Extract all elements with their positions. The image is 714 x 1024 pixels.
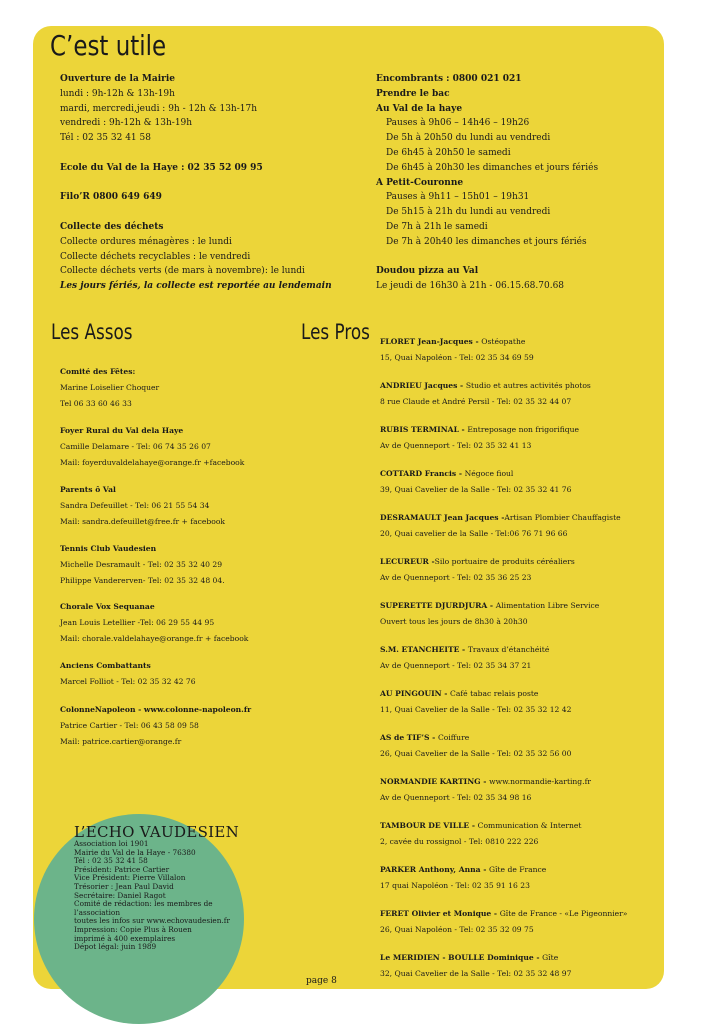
dechets-heading: Collecte des déchets	[60, 221, 164, 232]
pro-desc: Alimentation Libre Service	[495, 601, 600, 610]
pro-address: 26, Quai Cavelier de la Salle - Tel: 02 35 32 56 00	[380, 749, 572, 758]
pro-desc: Gîte	[542, 953, 559, 962]
asso-name: Tennis Club Vaudesien	[60, 544, 157, 553]
pro-item	[380, 423, 579, 452]
val-line: De 5h à 20h50 du lundi au vendredi	[386, 133, 551, 144]
echo-line: Association loi 1901	[74, 839, 149, 848]
pro-desc: Coiffure	[437, 733, 470, 742]
pro-item	[380, 511, 621, 540]
ecole-line: Ecole du Val de la Haye : 02 35 52 09 95	[60, 162, 263, 173]
val-heading: Au Val de la haye	[376, 103, 463, 114]
asso-line: Patrice Cartier - Tel: 06 43 58 09 58	[60, 721, 199, 730]
pro-name: ANDRIEU Jacques -	[380, 381, 466, 390]
encombrants-line: Encombrants : 0800 021 021	[376, 74, 522, 84]
pro-name: AS de TIF’S -	[380, 733, 438, 742]
echo-title: L’ECHO VAUDESIEN	[74, 823, 240, 841]
pro-desc: www.normandie-karting.fr	[489, 777, 592, 786]
asso-item	[60, 365, 159, 410]
asso-line: Mail: chorale.valdelahaye@orange.fr + facebook	[60, 634, 249, 643]
pro-address: 15, Quai Napoléon - Tel: 02 35 34 69 59	[380, 353, 534, 362]
echo-line: Mairie du Val de la Haye - 76380	[74, 847, 196, 857]
pro-address: Av de Quenneport - Tel: 02 35 34 37 21	[380, 661, 532, 670]
asso-line: Camille Delamare - Tel: 06 74 35 26 07	[60, 442, 211, 451]
pro-address: Av de Quenneport - Tel: 02 35 36 25 23	[380, 573, 532, 582]
couronne-line: De 7h à 21h le samedi	[386, 221, 488, 232]
dechets-note: Les jours fériés, la collecte est reportée au lendemain	[60, 281, 332, 292]
pro-address: 11, Quai Cavelier de la Salle - Tel: 02 35 32 12 42	[380, 705, 572, 714]
asso-line: Marcel Folliot - Tel: 02 35 32 42 76	[60, 677, 196, 686]
pro-address: 26, Quai Napoléon - Tel: 02 35 32 09 75	[380, 925, 534, 934]
dechets-line: Collecte déchets verts (de mars à novembre): le lundi	[60, 266, 305, 277]
pro-item	[380, 951, 571, 980]
pro-address: 32, Quai Cavelier de la Salle - Tel: 02 35 32 48 97	[380, 969, 572, 978]
asso-line: Philippe Vandererven- Tel: 02 35 32 48 04.	[60, 576, 225, 585]
val-line: Pauses à 9h06 – 14h46 – 19h26	[386, 118, 530, 129]
pro-name: PARKER Anthony, Anna -	[380, 865, 489, 874]
pro-desc: Négoce fioul	[464, 469, 514, 478]
echo-line: imprimé à 400 exemplaires	[74, 933, 176, 943]
pro-address: 39, Quai Cavelier de la Salle - Tel: 02 35 32 41 76	[380, 485, 572, 494]
asso-item	[60, 483, 225, 528]
pro-desc: Café tabac relais poste	[450, 689, 539, 698]
pro-desc: Entreposage non frigorifique	[467, 425, 580, 434]
pro-item	[380, 599, 599, 628]
pro-name: NORMANDIE KARTING -	[380, 777, 490, 786]
asso-name: Chorale Vox Sequanae	[60, 602, 155, 611]
pro-item	[380, 643, 549, 672]
asso-line: Mail: foyerduvaldelahaye@orange.fr +facebook	[60, 458, 245, 467]
pro-item	[380, 819, 581, 848]
asso-line: Michelle Desramault - Tel: 02 35 32 40 29	[60, 560, 223, 569]
mairie-line: mardi, mercredi,jeudi : 9h - 12h & 13h-17h	[60, 103, 258, 114]
asso-name: Anciens Combattants	[60, 661, 151, 670]
pro-item	[380, 731, 571, 760]
pro-name: FLORET Jean-Jacques -	[380, 337, 482, 346]
pro-name: DESRAMAULT Jean Jacques -	[380, 513, 505, 522]
assos-title: Les Assos	[51, 320, 133, 344]
pro-name: RUBIS TERMINAL -	[380, 425, 468, 434]
couronne-line: De 5h15 à 21h du lundi au vendredi	[386, 207, 551, 218]
couronne-heading: A Petit-Couronne	[376, 177, 464, 188]
pro-name: LECUREUR -	[380, 557, 435, 566]
pizza-heading: Doudou pizza au Val	[376, 266, 479, 277]
pro-address: Ouvert tous les jours de 8h30 à 20h30	[380, 617, 528, 626]
asso-line: Mail: patrice.cartier@orange.fr	[60, 737, 182, 746]
pro-name: COTTARD Francis -	[380, 469, 465, 478]
pro-address: 8 rue Claude et André Persil - Tel: 02 35 32 44 07	[380, 397, 572, 406]
pro-desc: Gîte de France	[489, 865, 547, 874]
asso-name: ColonneNapoleon - www.colonne-napoleon.fr	[60, 705, 252, 714]
mairie-line: vendredi : 9h-12h & 13h-19h	[60, 118, 193, 129]
right-info	[376, 72, 598, 294]
asso-name: Foyer Rural du Val dela Haye	[60, 426, 184, 435]
pro-name: TAMBOUR DE VILLE -	[380, 821, 478, 830]
pro-desc: Studio et autres activités photos	[465, 381, 591, 390]
pro-name: Le MERIDIEN - BOULLE Dominique -	[380, 953, 543, 962]
echo-line: Trésorier : Jean Paul David	[74, 881, 174, 891]
pro-desc: Travaux d’étanchéité	[467, 645, 550, 654]
asso-item	[60, 703, 251, 748]
echo-line: Impression: Copie Plus à Rouen	[74, 924, 192, 934]
echo-info	[74, 825, 239, 952]
asso-line: Tel 06 33 60 46 33	[60, 399, 132, 408]
pro-desc: Communication & Internet	[477, 821, 582, 830]
page-title: C’est utile	[50, 29, 167, 62]
pro-item	[380, 775, 591, 804]
dechets-line: Collecte déchets recyclables : le vendredi	[60, 251, 251, 262]
pro-address: Av de Quenneport - Tel: 02 35 32 41 13	[380, 441, 532, 450]
echo-line: Vice Président: Pierre Villalon	[74, 873, 186, 883]
val-line: De 6h45 à 20h30 les dimanches et jours fériés	[386, 162, 599, 173]
pro-address: 17 quai Napoléon - Tel: 02 35 91 16 23	[380, 881, 530, 890]
asso-line: Jean Louis Letellier -Tel: 06 29 55 44 95	[60, 618, 215, 627]
asso-item	[60, 542, 225, 587]
asso-item	[60, 424, 244, 469]
filor-line: Filo’R 0800 649 649	[60, 192, 162, 203]
asso-item	[60, 600, 248, 645]
mairie-line: lundi : 9h-12h & 13h-19h	[60, 88, 175, 99]
echo-line: toutes les infos sur www.echovaudesien.fr	[74, 916, 230, 926]
left-info	[60, 72, 332, 294]
asso-line: Mail: sandra.defeuillet@free.fr + facebook	[60, 517, 226, 526]
echo-line: Dépot légal: juin 1989	[74, 942, 157, 952]
pro-name: AU PINGOUIN -	[380, 689, 451, 698]
pro-item	[380, 335, 534, 364]
echo-line: Président: Patrice Cartier	[74, 864, 170, 874]
echo-line: Tél : 02 35 32 41 58	[74, 856, 148, 866]
pro-address: Av de Quenneport - Tel: 02 35 34 98 16	[380, 793, 532, 802]
asso-name: Parents ô Val	[60, 485, 116, 494]
pro-item	[380, 687, 571, 716]
pro-item	[380, 379, 591, 408]
pro-item	[380, 467, 571, 496]
echo-line: l’association	[74, 907, 121, 917]
pro-name: FERET Olivier et Monique -	[380, 909, 500, 918]
mairie-heading: Ouverture de la Mairie	[60, 74, 176, 84]
couronne-line: Pauses à 9h11 – 15h01 – 19h31	[386, 192, 530, 203]
pro-desc: Gîte de France - «Le Pigeonnier»	[499, 909, 628, 918]
asso-name: Comité des Fêtes:	[60, 367, 136, 376]
pro-desc: Artisan Plombier Chauffagiste	[504, 513, 621, 522]
pro-address: 20, Quai cavelier de la Salle - Tel:06 76 71 96 66	[380, 529, 568, 538]
page-number: page 8	[306, 976, 337, 986]
echo-line: Secrétaire: Daniel Ragot	[74, 890, 166, 900]
pro-item	[380, 907, 627, 936]
pro-item	[380, 555, 575, 584]
asso-line: Marine Loiselier Choquer	[60, 383, 160, 392]
echo-line: Comité de rédaction: les membres de	[74, 899, 213, 909]
val-line: De 6h45 à 20h50 le samedi	[386, 147, 511, 158]
couronne-line: De 7h à 20h40 les dimanches et jours fériés	[386, 236, 587, 247]
bac-heading: Prendre le bac	[376, 88, 450, 99]
pro-name: SUPERETTE DJURDJURA -	[380, 601, 496, 610]
pro-desc: Silo portuaire de produits céréaliers	[434, 557, 575, 566]
asso-item	[60, 659, 196, 688]
pro-address: 2, cavée du rossignol - Tel: 0810 222 226	[380, 837, 539, 846]
pro-name: S.M. ETANCHEITE -	[380, 645, 468, 654]
asso-line: Sandra Defeuillet - Tel: 06 21 55 54 34	[60, 501, 210, 510]
pro-desc: Ostéopathe	[481, 337, 526, 346]
pizza-line: Le jeudi de 16h30 à 21h - 06.15.68.70.68	[376, 281, 565, 292]
mairie-phone: Tél : 02 35 32 41 58	[60, 133, 151, 144]
pros-title: Les Pros	[301, 320, 370, 344]
dechets-line: Collecte ordures ménagères : le lundi	[60, 236, 232, 247]
pro-item	[380, 863, 546, 892]
